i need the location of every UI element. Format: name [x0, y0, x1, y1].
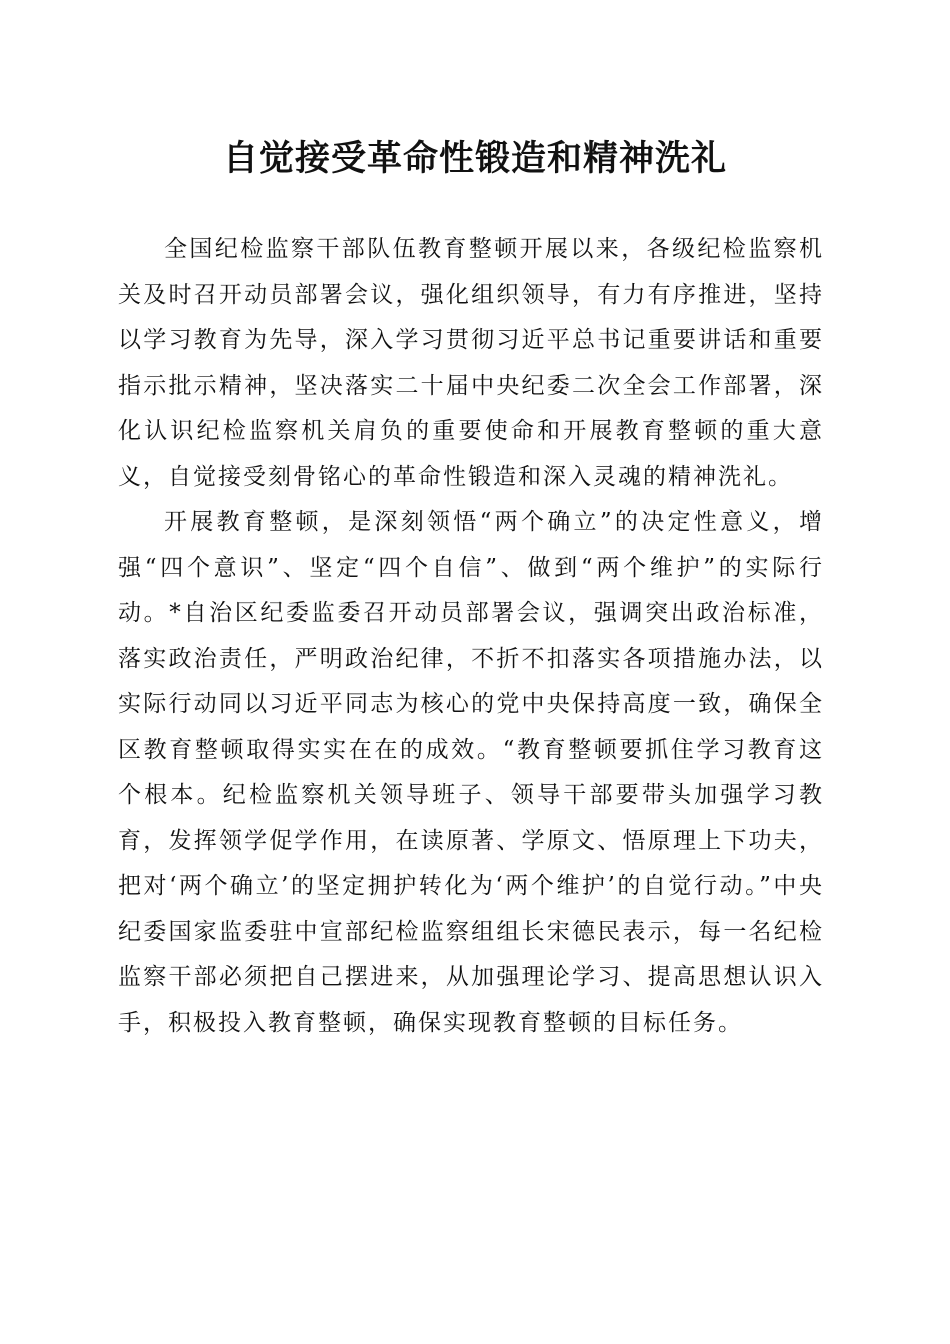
paragraph: 开展教育整顿，是深刻领悟“两个确立”的决定性意义，增强“四个意识”、坚定“四个自信”、做到“两个维护”的实际行动。*自治区纪委监委召开动员部署会议，强调突出政治标准，落实政治责任，严明政治纪律，不折不扣落实各项措施办法，以实际行动同以习近平同志为核心的党中央保持高度一致，确保全区教育整顿取得实实在在的成效。“教育整顿要抓住学习教育这个根本。纪检监察机关领导班子、领导干部要带头加强学习教育，发挥领学促学作用，在读原著、学原文、悟原理上下功夫，把对‘两个确立’的坚定拥护转化为‘两个维护’的自觉行动。”中央纪委国家监委驻中宣部纪检监察组组长宋德民表示，每一名纪检监察干部必须把自己摆进来，从加强理论学习、提高思想认识入手，积极投入教育整顿，确保实现教育整顿的目标任务。 — [118, 509, 824, 1036]
document-title: 自觉接受革命性锻造和精神洗礼 — [222, 138, 727, 179]
document-body — [118, 227, 824, 1046]
paragraph: 全国纪检监察干部队伍教育整顿开展以来，各级纪检监察机关及时召开动员部署会议，强化组织领导，有力有序推进，坚持以学习教育为先导，深入学习贯彻习近平总书记重要讲话和重要指示批示精神，坚决落实二十届中央纪委二次全会工作部署，深化认识纪检监察机关肩负的重要使命和开展教育整顿的重大意义，自觉接受刻骨铭心的革命性锻造和深入灵魂的精神洗礼。 — [118, 236, 824, 490]
